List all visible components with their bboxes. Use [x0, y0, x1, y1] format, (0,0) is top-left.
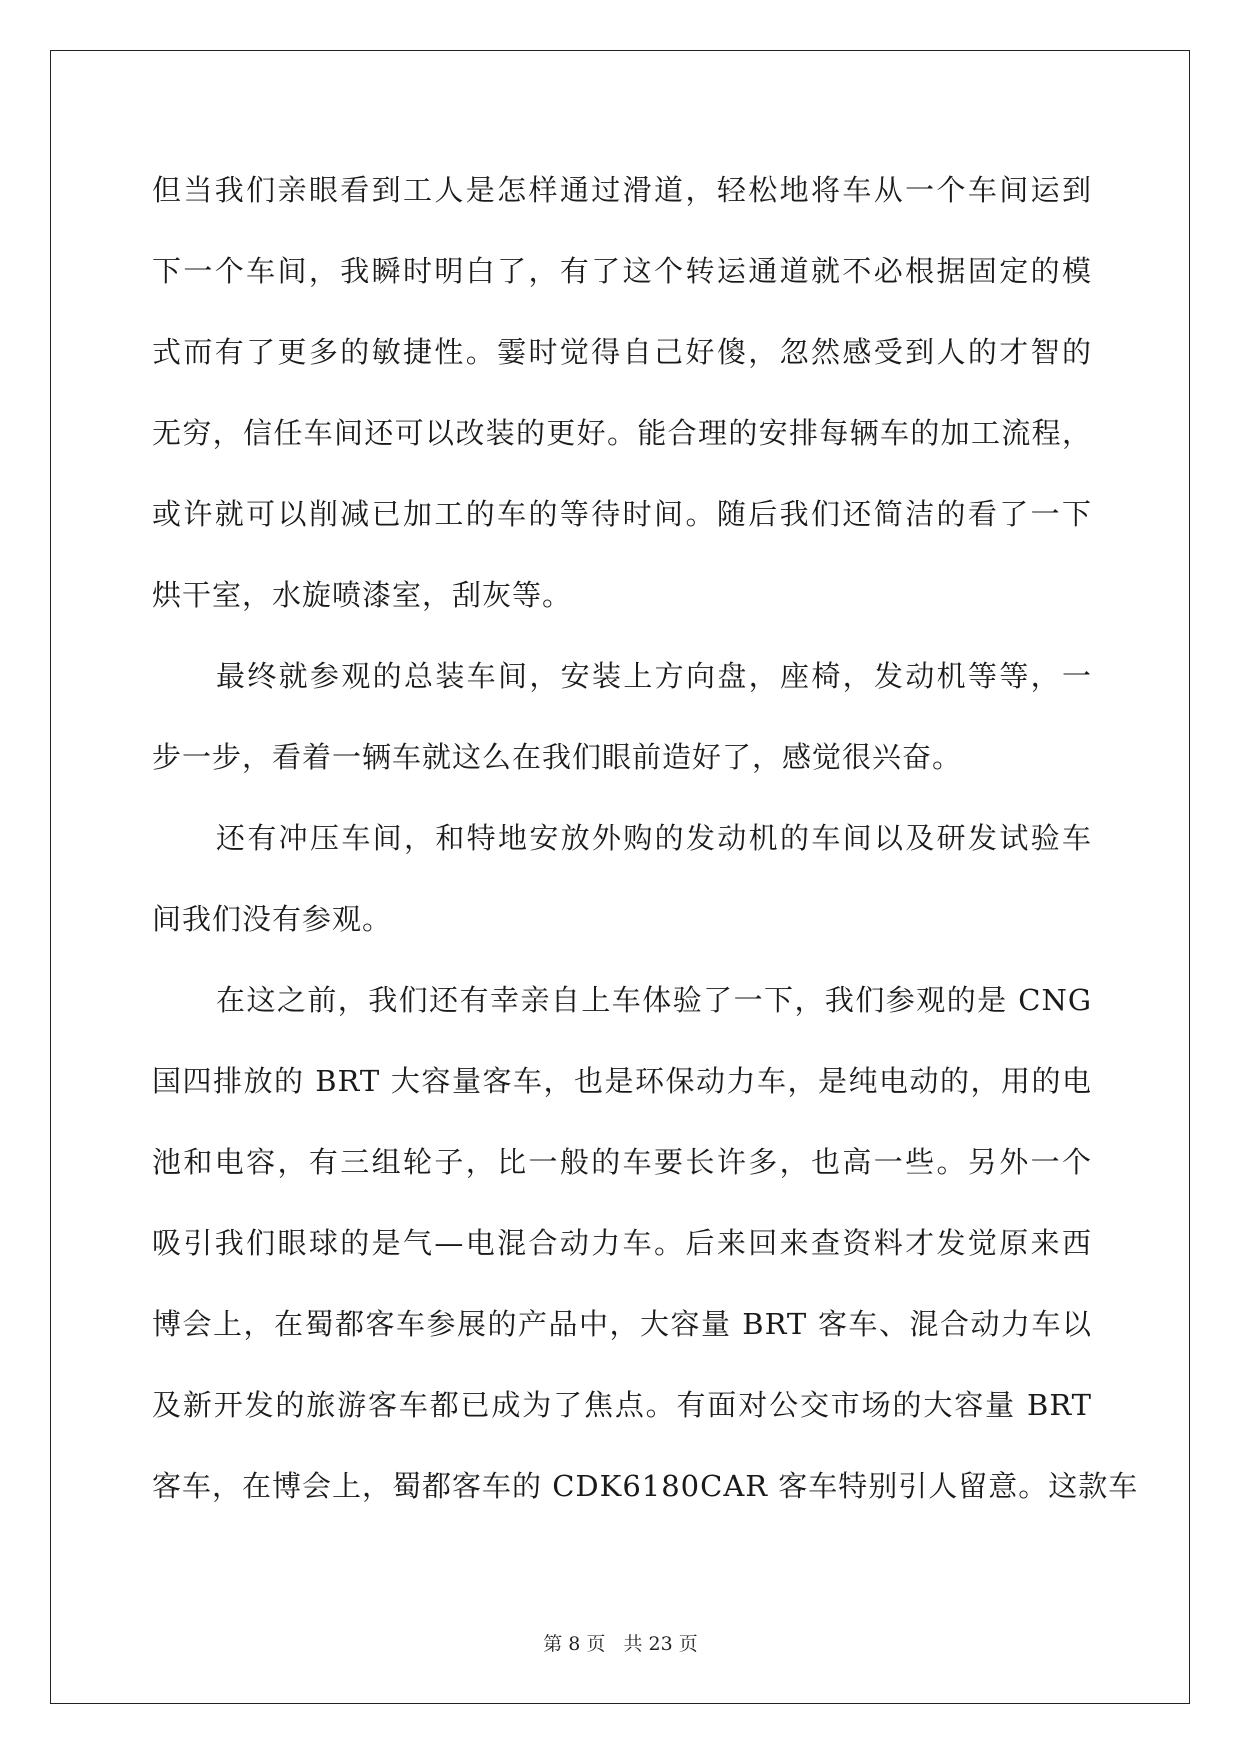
text-line: 无穷，信任车间还可以改装的更好。能合理的安排每辆车的加工流程，: [152, 416, 1092, 450]
text-line: 间我们没有参观。: [152, 902, 393, 936]
text-line: 烘干室，水旋喷漆室，刮灰等。: [152, 578, 573, 612]
text-line: 最终就参观的总装车间，安装上方向盘，座椅，发动机等等，一: [216, 659, 1092, 693]
text-line: 下一个车间，我瞬时明白了，有了这个转运通道就不必根据固定的模: [152, 254, 1092, 288]
text-line: 池和电容，有三组轮子，比一般的车要长许多，也高一些。另外一个: [152, 1145, 1092, 1179]
page-total: 共 23 页: [623, 1633, 698, 1655]
text-line: 在这之前，我们还有幸亲自上车体验了一下，我们参观的是 CNG: [216, 983, 1092, 1017]
text-line: 国四排放的 BRT 大容量客车，也是环保动力车，是纯电动的，用的电: [152, 1064, 1092, 1098]
text-line: 步一步，看着一辆车就这么在我们眼前造好了，感觉很兴奋。: [152, 740, 963, 774]
text-line: 但当我们亲眼看到工人是怎样通过滑道，轻松地将车从一个车间运到: [152, 173, 1092, 207]
page-footer: [0, 1629, 1241, 1656]
text-line: 及新开发的旅游客车都已成为了焦点。有面对公交市场的大容量 BRT: [152, 1388, 1092, 1422]
page-number: 第 8 页: [543, 1633, 606, 1655]
text-line: 还有冲压车间，和特地安放外购的发动机的车间以及研发试验车: [216, 821, 1092, 855]
document-body: [152, 166, 1139, 1543]
text-line: 式而有了更多的敏捷性。霎时觉得自己好傻，忽然感受到人的才智的: [152, 335, 1092, 369]
text-line: 吸引我们眼球的是气—电混合动力车。后来回来查资料才发觉原来西: [152, 1226, 1092, 1260]
text-line: 客车，在博会上，蜀都客车的 CDK6180CAR 客车特别引人留意。这款车: [152, 1469, 1139, 1503]
text-line: 或许就可以削减已加工的车的等待时间。随后我们还简洁的看了一下: [152, 497, 1092, 531]
text-line: 博会上，在蜀都客车参展的产品中，大容量 BRT 客车、混合动力车以: [152, 1307, 1092, 1341]
